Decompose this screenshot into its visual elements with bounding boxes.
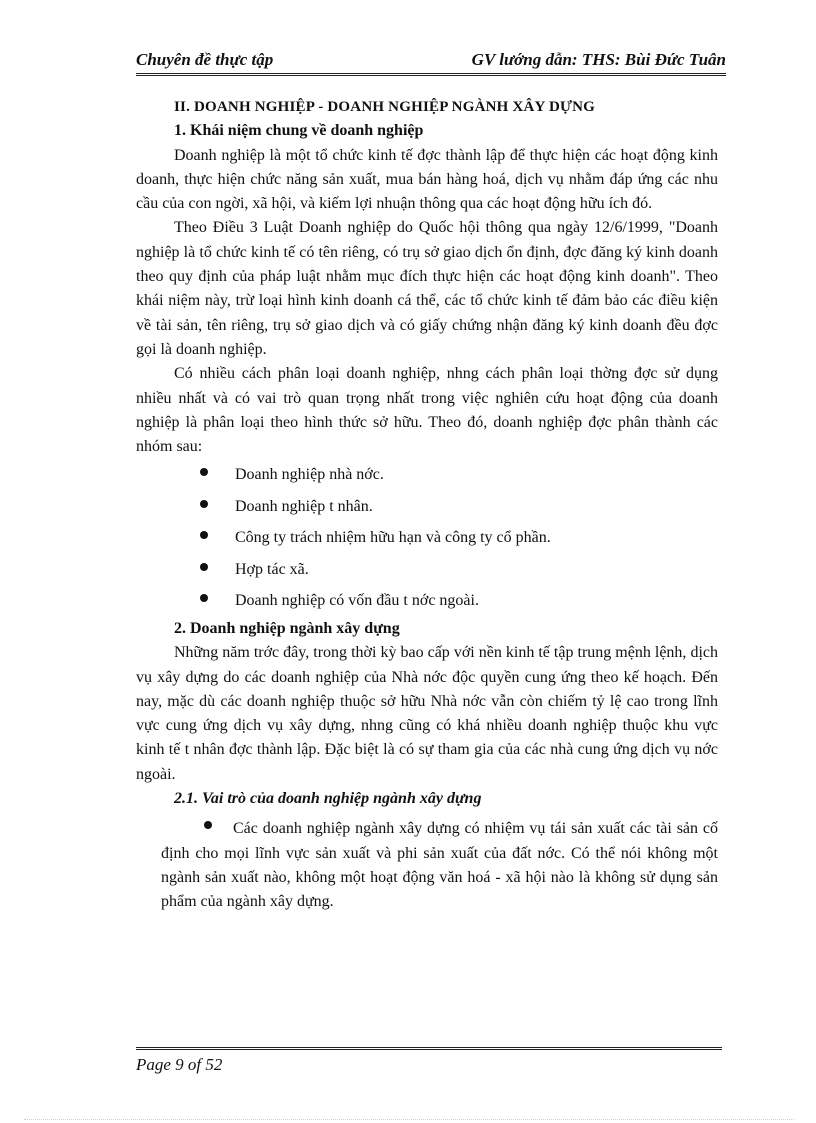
header-left: Chuyên đề thực tập bbox=[136, 50, 274, 69]
paragraph-3: Có nhiều cách phân loại doanh nghiệp, nhng cách phân loại thờng đợc sử dụng nhiều nhất và có vai trò quan trọng nhất trong việc nghiên cứu hoạt động của doanh nghiệp là phân loại theo hình thức sở hữu. Theo đó, doanh nghiệp đợc phân thành các nhóm sau: bbox=[136, 365, 718, 456]
bullet-icon bbox=[200, 468, 208, 476]
list-item bbox=[136, 491, 718, 523]
list-item-text: Doanh nghiệp có vốn đầu t nớc ngoài. bbox=[235, 592, 479, 610]
bullet-paragraph bbox=[136, 817, 718, 914]
header-rule bbox=[136, 73, 726, 76]
bullet-list bbox=[136, 459, 718, 617]
document-body bbox=[136, 95, 718, 915]
header-right: GV lướng dẫn: THS: Bùi Đức Tuân bbox=[471, 50, 726, 69]
heading-1: 1. Khái niệm chung về doanh nghiệp bbox=[174, 122, 424, 140]
section-title: II. DOANH NGHIỆP - DOANH NGHIỆP NGÀNH XÂY DỰNG bbox=[174, 99, 596, 115]
bullet-icon bbox=[200, 500, 208, 508]
bullet-icon bbox=[200, 563, 208, 571]
heading-3: 2.1. Vai trò của doanh nghiệp ngành xây dựng bbox=[174, 790, 482, 808]
paragraph-2: Theo Điều 3 Luật Doanh nghiệp do Quốc hội thông qua ngày 12/6/1999, "Doanh nghiệp là tổ chức kinh tế có tên riêng, có trụ sở giao dịch ổn định, đợc đăng ký kinh doanh theo quy định của pháp luật nhằm mục đích thực hiện các hoạt động kinh doanh". Theo khái niệm này, trừ loại hình kinh doanh cá thể, các tổ chức kinh tế đảm bảo các điều kiện về tài sản, tên riêng, trụ sở giao dịch và có giấy chứng nhận đăng ký kinh doanh đều đợc gọi là doanh nghiệp. bbox=[136, 219, 718, 358]
bullet-icon bbox=[200, 594, 208, 602]
paragraph-1: Doanh nghiệp là một tổ chức kinh tế đợc thành lập để thực hiện các hoạt động kinh doanh, thực hiện chức năng sản xuất, mua bán hàng hoá, dịch vụ nhằm đáp ứng các nhu cầu của con ngời, xã hội, và kiếm lợi nhuận thông qua các hoạt động hữu ích đó. bbox=[136, 146, 718, 213]
list-item-text: Doanh nghiệp nhà nớc. bbox=[235, 466, 384, 484]
list-item-text: Công ty trách nhiệm hữu hạn và công ty cổ phần. bbox=[235, 529, 551, 547]
paragraph-4: Những năm trớc đây, trong thời kỳ bao cấp với nền kinh tế tập trung mệnh lệnh, dịch vụ xây dựng do các doanh nghiệp của Nhà nớc độc quyền cung ứng theo kế hoạch. Đến nay, mặc dù các doanh nghiệp thuộc sở hữu Nhà nớc vẫn còn chiếm tỷ lệ cao trong lĩnh vực cung ứng dịch vụ xây dựng, nhng cũng có khá nhiều doanh nghiệp thuộc khu vực kinh tế t nhân đợc thành lập. Đặc biệt là có sự tham gia của các nhà cung ứng dịch vụ nớc ngoài. bbox=[136, 644, 718, 783]
bullet-icon bbox=[200, 531, 208, 539]
page-number: Page 9 of 52 bbox=[136, 1055, 223, 1074]
footer-rule bbox=[136, 1047, 722, 1050]
list-item-text: Doanh nghiệp t nhân. bbox=[235, 497, 373, 515]
page-edge bbox=[24, 1119, 794, 1120]
paragraph-5: Các doanh nghiệp ngành xây dựng có nhiệm vụ tái sản xuất các tài sản cố định cho mọi lĩnh vực sản xuất và phi sản xuất của đất nớc. Có thể nói không một ngành sản xuất nào, không một hoạt động văn hoá - xã hội nào là không sử dụng sản phẩm của ngành xây dựng. bbox=[161, 820, 718, 911]
list-item bbox=[136, 585, 718, 617]
heading-2: 2. Doanh nghiệp ngành xây dựng bbox=[174, 619, 400, 637]
list-item-text: Hợp tác xã. bbox=[235, 560, 309, 578]
list-item bbox=[136, 522, 718, 554]
list-item bbox=[136, 459, 718, 491]
page-header bbox=[136, 48, 726, 72]
list-item bbox=[136, 554, 718, 586]
